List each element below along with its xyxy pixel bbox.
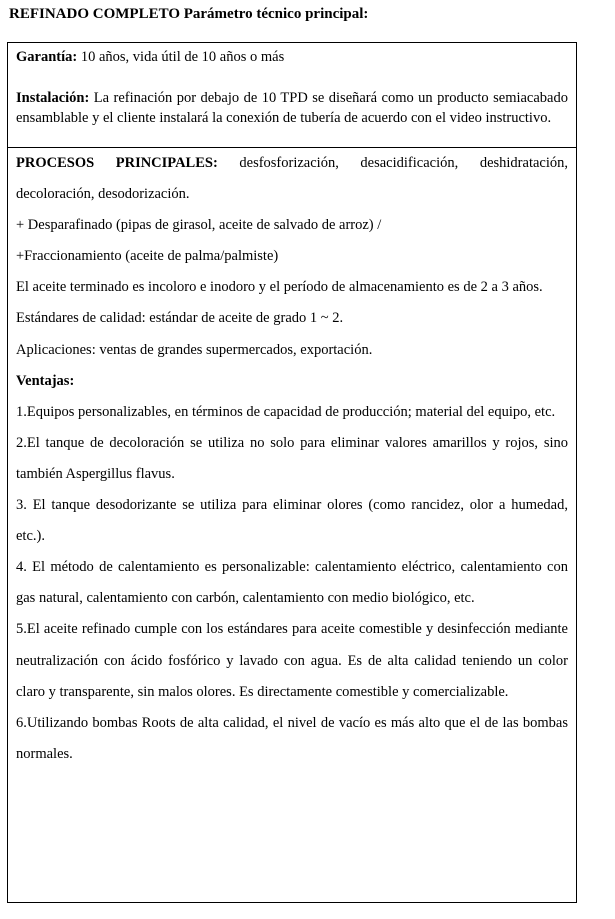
advantage-item: 6.Utilizando bombas Roots de alta calidad, el nivel de vacío es más alto que el de las bombas normales. — [16, 714, 568, 762]
advantage-item: 3. El tanque desodorizante se utiliza para eliminar olores (como rancidez, olor a humedad, etc.). — [16, 497, 568, 545]
installation-label: Instalación: — [16, 90, 90, 106]
finished-oil-paragraph: El aceite terminado es incoloro e inodoro y el período de almacenamiento es de 2 a 3 años. — [16, 279, 543, 296]
installation-text: La refinación por debajo de 10 TPD se diseñará como un producto semiacabado ensamblable y el cliente instalará la conexión de tubería de acuerdo con el video instructivo. — [16, 90, 568, 126]
document-title-rest: Parámetro técnico principal: — [179, 6, 369, 22]
document-title — [9, 4, 368, 24]
advantage-item: 2.El tanque de decoloración se utiliza no solo para eliminar valores amarillos y rojos, sino también Aspergillus flavus. — [16, 434, 568, 482]
warranty-installation-cell — [8, 43, 576, 148]
processes-text: desfosforización, desacidificación, deshidratación, decoloración, desodorización. — [16, 155, 569, 203]
warranty-text: 10 años, vida útil de 10 años o más — [77, 49, 285, 65]
advantage-item: 5.El aceite refinado cumple con los estándares para aceite comestible y desinfección mediante neutralización con ácido fosfórico y lavado con agua. Es de alta calidad teniendo un color claro y transparente, sin malos olores. Es directamente comestible y comercializable. — [16, 621, 568, 700]
applications-line: Aplicaciones: ventas de grandes supermercados, exportación. — [16, 341, 373, 358]
fractionation-line: +Fraccionamiento (aceite de palma/palmiste) — [16, 248, 279, 265]
dewaxing-line: + Desparafinado (pipas de girasol, aceite de salvado de arroz) / — [16, 217, 382, 234]
advantage-item: 1.Equipos personalizables, en términos de capacidad de producción; material del equipo, etc. — [16, 403, 556, 420]
document-title-bold: REFINADO COMPLETO — [9, 6, 180, 22]
processes-cell — [8, 148, 576, 902]
processes-paragraph — [16, 148, 568, 210]
processes-label: PROCESOS PRINCIPALES: — [16, 155, 218, 171]
installation-paragraph — [16, 88, 568, 128]
advantage-item: 4. El método de calentamiento es personalizable: calentamiento eléctrico, calentamiento con gas natural, calentamiento con carbón, calentamiento con medio biológico, etc. — [16, 559, 568, 607]
warranty-paragraph — [16, 47, 568, 67]
quality-standards-line: Estándares de calidad: estándar de aceite de grado 1 ~ 2. — [16, 310, 344, 327]
warranty-label: Garantía: — [16, 49, 78, 65]
spec-table — [7, 42, 577, 903]
advantages-label: Ventajas: — [16, 372, 75, 389]
